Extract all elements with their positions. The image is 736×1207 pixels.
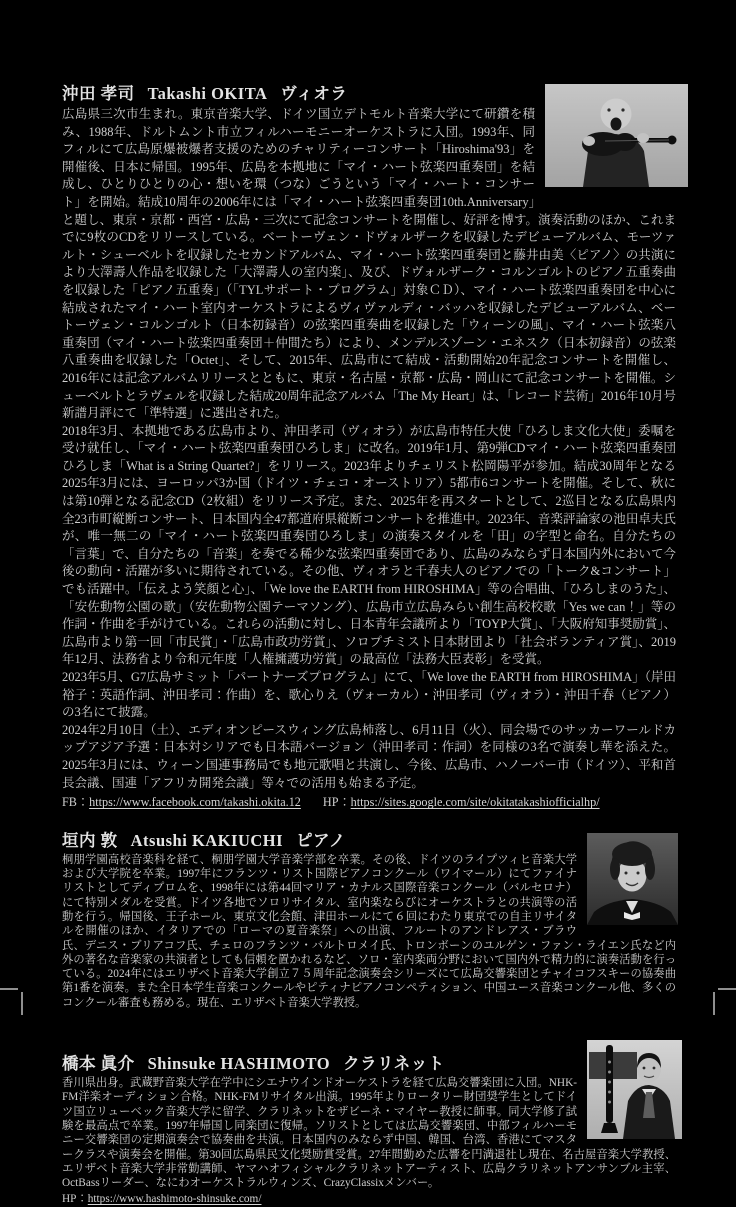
hashimoto-instrument: クラリネット xyxy=(343,1054,445,1074)
hashimoto-bio-paragraph: 香川県出身。武蔵野音楽大学在学中にシエナウインドオーケストラを経て広島交響楽団に入団。NHK-FM洋楽オーディション合格。NHK-FMリサイタル出演。1995年よりロータリー財団奨学生としてドイツ国立リューベック音楽大学に留学、クラリネットをザビーネ・マイヤー教授に師事。同大学修了試験を最高点で卒業。1997年帰国し同楽団に復帰。ソリストとしては広島交響楽団、中部フィルハーモニー交響楽団の定期演奏会で協奏曲を共演。日本国内のみならず中国、韓国、台湾、香港にてマスタークラスや演奏会を開催。第30回広島県民文化奨励賞受賞。27年間勤めた広響を円満退社し現在、名古屋音楽大学教授、エリザベト音楽大学非常勤講師、ヤマハオフィシャルクラリネットアーティスト、広島クラリネットアンサンブル主宰、OctBassリーダー、なにわオーケストラルウィンズ、CrazyClassixメンバー。 xyxy=(62,1077,676,1190)
okita-bio-paragraph: 2018年3月、本拠地である広島市より、沖田孝司（ヴィオラ）が広島市特任大使「ひろしま文化大使」委嘱を受け就任し、「マイ・ハート弦楽四重奏団ひろしま」に改名。2019年1月、第9弾CDマイ・ハート弦楽四重奏団ひろしま「What is a String Quartet?」をリリース。2023年よりチェリスト松岡陽平が参加。結成30周年となる2025年3月には、ヨーロッパ3か国（ドイツ・チェコ・オーストリア）5都市6コンサートを開催。そして、秋には第10弾となる記念CD（2枚組）をリリース予定。また、2025年を再スタートとして、2巡目となる広島県内全23市町縦断コンサート、日本国内全47都道府県縦断コンサートを推進中。2023年、音楽評論家の池田卓夫氏が、唯一無二の「マイ・ハート弦楽四重奏団ひろしま」の演奏スタイルを「田」の字型と命名。自分たちの「言葉」で、自分たちの「音楽」を奏でる稀少な弦楽四重奏団であり、広島のみならず日本国内外において今後の動向・活躍が多いに期待されている。その他、ヴィオラと千春夫人のピアノでの「トーク&コンサート」でも活躍中。「伝えよう笑顔と心」、「We love the EARTH from HIROSHIMA」等の合唱曲、「ひろしまのうた」、「安佐動物公園の歌」（安佐動物公園テーマソング）、広島市立広島みらい創生高校校歌「Yes we can！」等の作詞・作曲を手がけている。これらの活動に対し、日本青年会議所より「TOYP大賞」、「大阪府知事奨励賞」、広島市より第一回「市民賞」・「広島市政功労賞」、ソロプチミスト日本財団より「社会ボランティア賞」、2019年12月、法務省より令和元年度「人権擁護功労賞」の最高位「法務大臣表彰」を受賞。 xyxy=(62,423,676,667)
artist-section-okita xyxy=(62,84,676,812)
hashimoto-links-line xyxy=(62,1192,676,1206)
artist-bio-page xyxy=(62,84,676,1207)
crop-mark-bottom-right-horizontal xyxy=(718,988,736,990)
hashimoto-homepage-link[interactable]: https://www.hashimoto-shinsuke.com/ xyxy=(87,1193,262,1206)
kakiuchi-name-en: Atsushi KAKIUCHI xyxy=(130,830,284,850)
hashimoto-name-jp: 橋本 眞介 xyxy=(62,1054,135,1074)
kakiuchi-instrument: ピアノ xyxy=(296,830,346,850)
okita-name-en: Takashi OKITA xyxy=(147,84,268,103)
crop-mark-bottom-left-vertical xyxy=(21,992,23,1015)
kakiuchi-photo xyxy=(587,833,678,925)
okita-homepage-link[interactable]: https://sites.google.com/site/okitatakashiofficialhp/ xyxy=(350,795,600,810)
okita-bio-paragraph: 2023年5月、G7広島サミット「パートナーズプログラム」にて、「We love the EARTH from HIROSHIMA」（岸田裕子：英語作詞、沖田孝司：作曲）を、歌心りえ（ヴォーカル）・沖田孝司（ヴィオラ）・沖田千春（ピアノ）の3名にて披露。 xyxy=(62,670,676,720)
artist-section-kakiuchi xyxy=(62,831,676,1010)
crop-mark-bottom-right-vertical xyxy=(713,992,715,1015)
hashimoto-name-en: Shinsuke HASHIMOTO xyxy=(147,1054,331,1074)
artist-section-hashimoto xyxy=(62,1054,676,1207)
viola-player-photo-illustration xyxy=(545,84,688,187)
hashimoto-photo xyxy=(587,1040,682,1139)
hashimoto-header xyxy=(62,1054,676,1073)
homepage-label: HP： xyxy=(62,1193,88,1206)
okita-photo xyxy=(545,84,688,187)
kakiuchi-name-jp: 垣内 敦 xyxy=(62,830,118,850)
pianist-photo-illustration xyxy=(587,833,678,925)
clarinetist-photo-illustration xyxy=(587,1040,682,1139)
okita-facebook-link[interactable]: https://www.facebook.com/takashi.okita.12 xyxy=(89,795,301,810)
okita-bio-paragraph: 2024年2月10日（土）、エディオンピースウィング広島柿落し、6月11日（火）、同会場でのサッカーワールドカップアジア予選：日本対シリアでも日本語バージョン（沖田孝司：作詞）を同様の3名で演奏し華を添えた。2025年3月には、ウィーン国連事務局でも地元歌唱と共演し、今後、広島市、ハノーバー市（ドイツ）、平和首長会議、国連「アフリカ開発会議」等々での活用も始まる予定。 xyxy=(62,722,676,790)
facebook-label: FB： xyxy=(62,795,90,810)
okita-instrument: ヴィオラ xyxy=(280,84,348,103)
okita-bio-paragraph: 広島県三次市生まれ。東京音楽大学、ドイツ国立デトモルト音楽大学にて研鑽を積み、1988年、ドルトムント市立フィルハーモニーオーケストラに入団。1993年、同フィルにて広島原爆被爆者支援のためのチャリティーコンサート「Hiroshima'93」を開催後、日本に帰国。1995年、広島を本拠地に「マイ・ハート弦楽四重奏団」を結成し、ひとりひとりの心・想いを環（つな）ごうという「マイ・ハート・コンサート」を開始。結成10周年の2006年には「マイ・ハート弦楽四重奏団10th.Anniversary」と題し、東京・京都・西宮・広島・三次にて記念コンサートを開催し、好評を博す。演奏活動のほか、これまでに9枚のCDをリリースしている。ベートーヴェン・ドヴォルザークを収録したデビューアルバム、モーツァルト・シューベルトを収録したセカンドアルバム、マイ・ハート弦楽四重奏団と藤井由美〈ピアノ〉の共演により大澤壽人作品を収録した「大澤壽人の室内楽」、及び、ドヴォルザーク・コルンゴルトのピアノ五重奏曲を収録した「ピアノ五重奏」（「TYLサポート・プログラム」対象ＣＤ）、マイ・ハート弦楽四重奏団を中心に結成されたマイ・ハート室内オーケストラによるヴィヴァルディ・バッハを収録したデビューアルバム、ベートーヴェン・コルンゴルト（日本初録音）の弦楽四重奏曲を収録した「ウィーンの風」、マイ・ハート弦楽八重奏団（マイ・ハート弦楽四重奏団＋仲間たち）により、メンデルスゾーン・エネスク（日本初録音）の弦楽八重奏曲を収録した「Octet」、そして、2015年、広島市にて結成・活動開始20年記念コンサートを開催し、2016年には記念アルバムリリースとともに、東京・名古屋・京都・広島・岡山にて記念コンサートを開催。シューベルトとラヴェルを収録した結成20周年記念アルバム「The My Heart」は、「レコード芸術」2016年10月号新譜月評にて「準特選」に選出された。 xyxy=(62,107,676,421)
okita-name-jp: 沖田 孝司 xyxy=(62,84,135,103)
crop-mark-bottom-left-horizontal xyxy=(0,988,18,990)
okita-links-line xyxy=(62,794,676,812)
kakiuchi-header xyxy=(62,831,676,850)
homepage-label: HP： xyxy=(322,795,351,810)
kakiuchi-bio-paragraph: 桐朋学園高校音楽科を経て、桐朋学園大学音楽学部を卒業。その後、ドイツのライプツィヒ音楽大学および大学院を卒業。1997年にフランツ・リスト国際ピアノコンクール（ワイマール）にてファイナリストとしてディプロムを、1998年には第44回マリア・カナルス国際音楽コンクール（バルセロナ）にて特別メダルを受賞。ドイツ各地でソロリサイタル、室内楽ならびにオーケストラとの共演等の活動を行う。帰国後、王子ホール、東京文化会館、津田ホールにて６回にわたり東京での自主リサイタルを開催のほか、イタリアでの「ローマの夏音楽祭」への出演、フルートのアンドレアス・ブラウ氏、デニス・ブリアコフ氏、チェロのフランツ・バルトロメイ氏、トロンボーンのユルゲン・ファン・ライエン氏など内外の著名な音楽家の共演者としても信頼を置かれるなど、ソロ・室内楽両分野において国内外で精力的に演奏活動を行っている。2024年にはエリザベト音楽大学創立７５周年記念演奏会シリーズにて広島交響楽団とチャイコフスキーの協奏曲第1番を演奏。また全日本学生音楽コンクールやピティナピアノコンペティション、中国ユース音楽コンクール他、多くのコンクール審査も務める。現在、エリザベト音楽大学教授。 xyxy=(62,853,676,1009)
